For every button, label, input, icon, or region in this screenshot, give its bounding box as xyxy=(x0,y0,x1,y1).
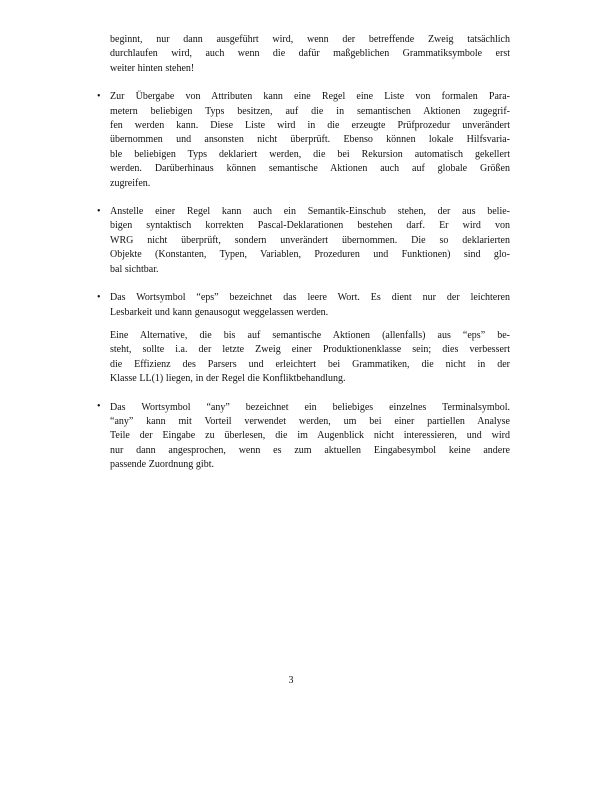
bullet-paragraph xyxy=(110,291,510,320)
text-line: durchlaufen wird, auch wenn die dafür maßgeblichen Grammatiksymbole erst xyxy=(110,48,510,60)
text-line: Lesbarkeit und kann genausogut weggelassen werden. xyxy=(110,306,329,318)
text-line: zugreifen. xyxy=(110,177,151,189)
bullet-list xyxy=(97,90,510,472)
text-line: Klasse LL(1) liegen, in der Regel die Konfliktbehandlung. xyxy=(110,373,346,385)
bullet-item xyxy=(97,291,510,386)
bullet-paragraph xyxy=(110,205,510,277)
text-line: werden. Darüberhinaus können semantische Aktionen auch auf globale Größen xyxy=(110,163,510,175)
text-line: bal sichtbar. xyxy=(110,263,159,275)
intro-paragraph xyxy=(110,33,510,76)
bullet-icon: • xyxy=(97,205,101,217)
page-number: 3 xyxy=(288,675,294,686)
text-line: fen werden kann. Diese Liste wird in die erzeugte Prüfprozedur unverändert xyxy=(110,120,510,132)
bullet-paragraph xyxy=(110,401,510,473)
page-body xyxy=(97,33,510,473)
text-line: Das Wortsymbol “eps” bezeichnet das leere Wort. Es dient nur der leichteren xyxy=(110,292,510,304)
text-line: nur dann angesprochen, wenn es zum aktuellen Eingabesymbol keine andere xyxy=(110,444,510,456)
text-line: die Effizienz des Parsers und erleichtert bei Grammatiken, die nicht in der xyxy=(110,358,510,370)
bullet-icon: • xyxy=(97,291,101,303)
text-line: passende Zuordnung gibt. xyxy=(110,459,214,471)
text-line: WRG nicht überprüft, sondern unverändert übernommen. Die so deklarierten xyxy=(110,234,510,246)
text-line: metern beliebigen Typs besitzen, auf die in semantischen Aktionen zugegrif- xyxy=(110,105,510,117)
text-line: ble beliebigen Typs deklariert werden, die bei Rekursion automatisch gekellert xyxy=(110,148,510,160)
text-line: beginnt, nur dann ausgeführt wird, wenn der betreffende Zweig tatsächlich xyxy=(110,34,510,45)
text-line: Teile der Eingabe zu überlesen, die im Augenblick nicht interessieren, und wird xyxy=(110,430,510,442)
bullet-item xyxy=(97,90,510,191)
text-line: “any” kann mit Vorteil verwendet werden, um bei einer partiellen Analyse xyxy=(110,415,510,427)
text-line: weiter hinten stehen! xyxy=(110,62,195,74)
text-line: steht, sollte i.a. der letzte Zweig einer Produktionenklasse sein; dies verbessert xyxy=(110,344,510,356)
text-line: bigen syntaktisch korrekten Pascal-Deklarationen bestehen darf. Er wird von xyxy=(110,220,510,232)
text-line: Das Wortsymbol “any” bezeichnet ein beliebiges einzelnes Terminalsymbol. xyxy=(110,401,510,413)
text-line: Eine Alternative, die bis auf semantische Aktionen (allenfalls) aus “eps” be- xyxy=(110,329,510,341)
bullet-icon: • xyxy=(97,90,101,102)
bullet-paragraph xyxy=(110,90,510,191)
bullet-item xyxy=(97,205,510,277)
bullet-paragraph xyxy=(110,329,510,387)
bullet-icon: • xyxy=(97,401,101,413)
text-line: Objekte (Konstanten, Typen, Variablen, Prozeduren und Funktionen) sind glo- xyxy=(110,249,510,261)
text-line: Zur Übergabe von Attributen kann eine Regel eine Liste von formalen Para- xyxy=(110,91,510,103)
bullet-item xyxy=(97,401,510,473)
text-line: übernommen und ansonsten nicht überprüft. Ebenso können lokale Hilfsvaria- xyxy=(110,134,510,146)
text-line: Anstelle einer Regel kann auch ein Semantik-Einschub stehen, der aus belie- xyxy=(110,206,510,218)
